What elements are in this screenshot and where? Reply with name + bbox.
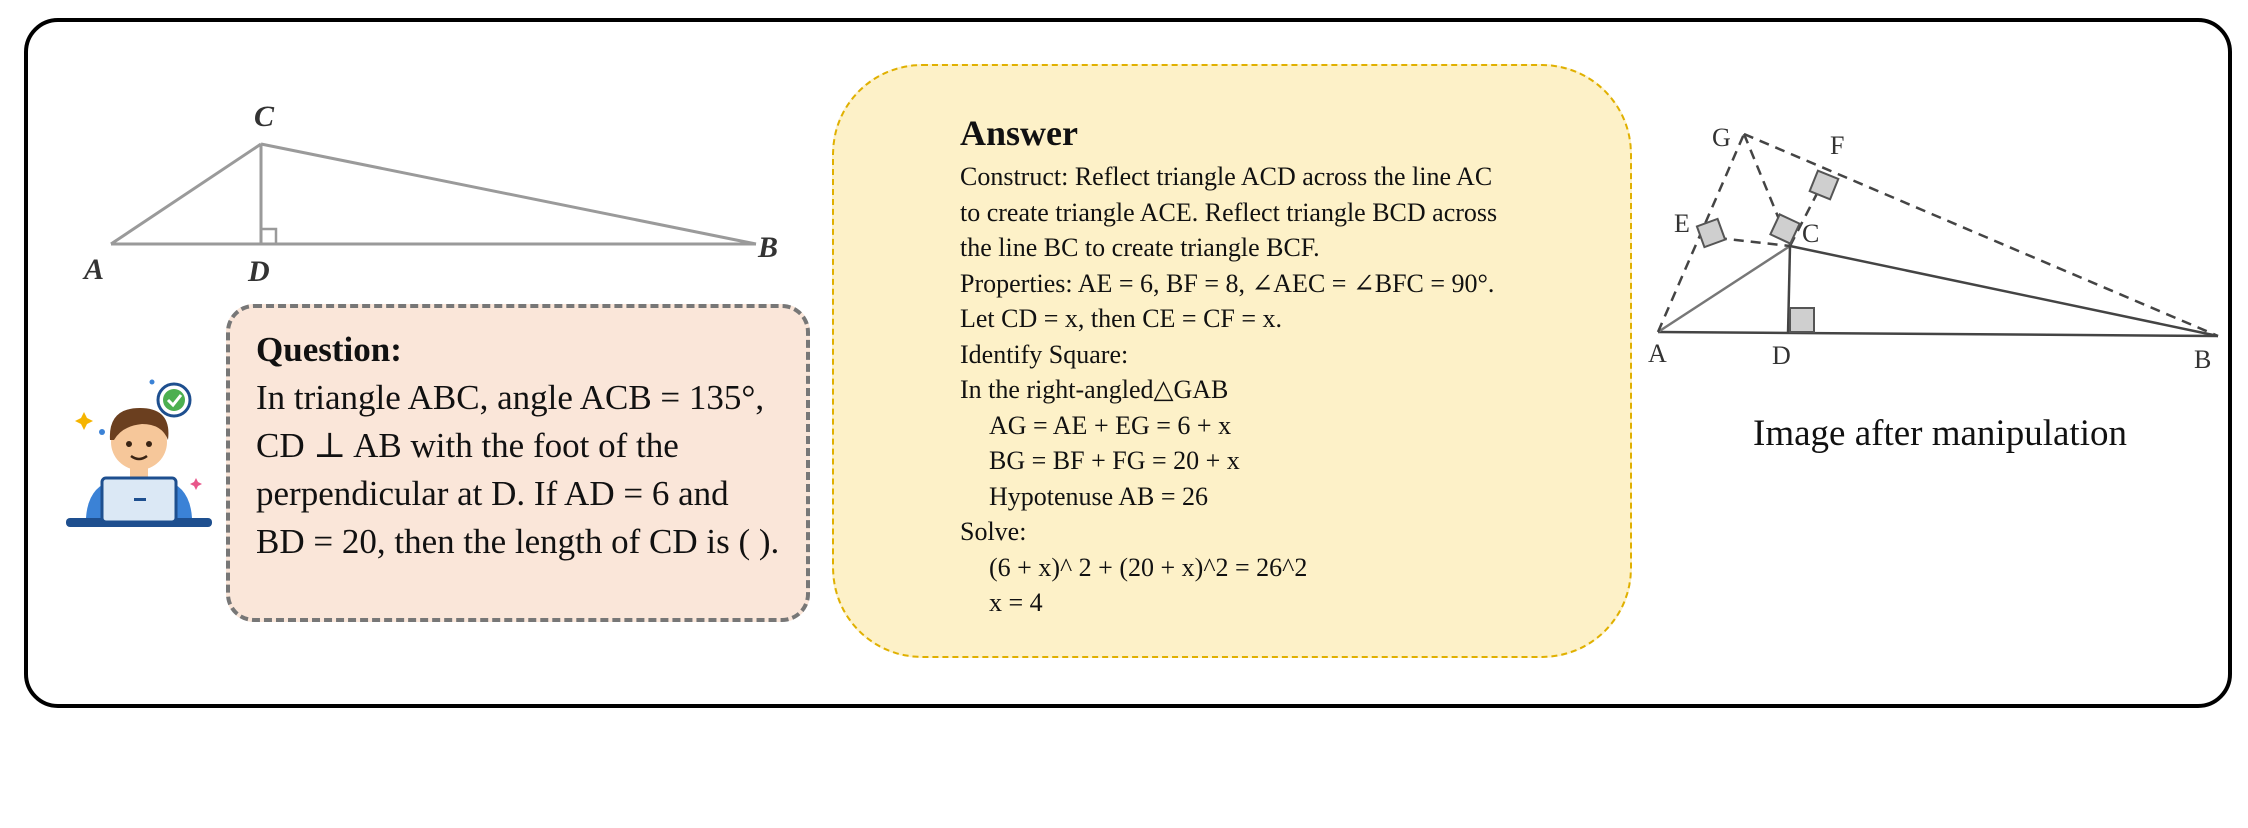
question-text: In triangle ABC, angle ACB = 135°, CD ⊥ AB with the foot of the perpendicular at D. If AD = 6 and BD = 20, then the length of CD is ( ). <box>256 378 780 561</box>
label-b: B <box>758 231 779 264</box>
segment-ac <box>111 144 261 244</box>
answer-line: BG = BF + FG = 20 + x <box>989 446 1240 475</box>
segment-ab <box>1658 332 2218 336</box>
question-box <box>226 304 810 622</box>
label-d: D <box>248 255 270 288</box>
student-laptop-icon <box>58 368 220 540</box>
right-angle-mark-e <box>1697 219 1725 247</box>
right-angle-mark-c <box>1770 214 1799 243</box>
answer-line: AG = AE + EG = 6 + x <box>989 410 1232 440</box>
answer-line: the line BC to create triangle BCF. <box>960 233 1320 262</box>
label-c: C <box>1802 219 1820 248</box>
segment-bc <box>261 144 756 244</box>
segment-bc <box>1790 246 2218 336</box>
answer-line: Solve: <box>960 517 1027 546</box>
answer-line: Properties: AE = 6, BF = 8, ∠AEC = ∠BFC = 90°. <box>960 268 1495 298</box>
original-triangle-figure <box>66 84 800 294</box>
right-angle-mark-f <box>1810 171 1839 200</box>
label-a: A <box>84 253 105 286</box>
answer-line: Identify Square: <box>960 339 1129 369</box>
answer-lines <box>960 159 1610 621</box>
answer-line: In the right-angled△GAB <box>960 375 1229 404</box>
answer-line: Construct: Reflect triangle ACD across the line AC <box>960 162 1493 191</box>
question-title: Question: <box>256 330 402 369</box>
label-c: C <box>254 100 275 133</box>
label-g: G <box>1712 123 1731 152</box>
label-e: E <box>1674 209 1690 238</box>
label-f: F <box>1830 131 1845 160</box>
answer-line: Hypotenuse AB = 26 <box>989 481 1209 511</box>
segment-ac <box>1658 246 1790 332</box>
label-b: B <box>2194 345 2212 374</box>
figure-caption: Image after manipulation <box>1753 413 2127 454</box>
manipulated-figure <box>1648 118 2232 388</box>
answer-line: (6 + x)^ 2 + (20 + x)^2 = 26^2 <box>989 552 1308 582</box>
answer-line: to create triangle ACE. Reflect triangle BCD across <box>960 197 1498 227</box>
answer-title: Answer <box>960 113 1078 153</box>
label-a: A <box>1648 339 1667 368</box>
right-angle-mark <box>261 229 276 244</box>
answer-line: x = 4 <box>989 588 1043 617</box>
answer-box <box>832 64 1632 658</box>
label-d: D <box>1772 341 1791 370</box>
answer-line: Let CD = x, then CE = CF = x. <box>960 304 1283 333</box>
right-angle-mark-d <box>1790 308 1814 332</box>
